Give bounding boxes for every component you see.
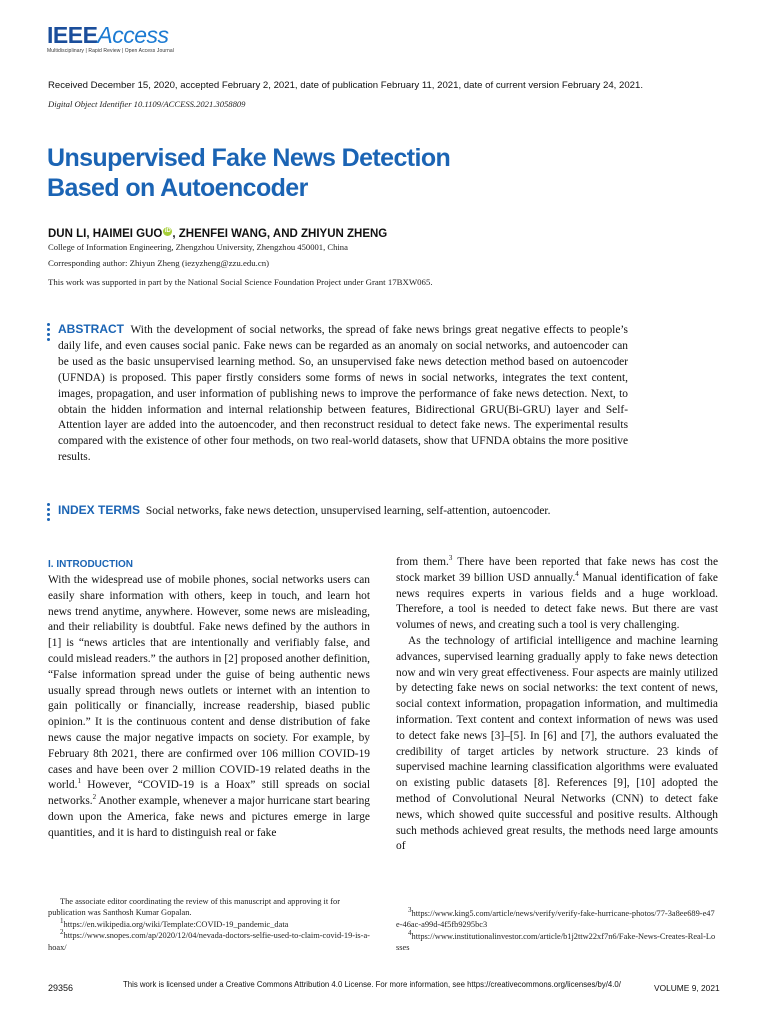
index-terms — [58, 503, 658, 517]
footnote-3-link[interactable]: https://www.king5.com/article/news/verify/verify-fake-hurricane-photos/77-3a8ee689-e47e-46ac-a99d-4f5fb9295bc3 — [396, 909, 715, 930]
footnote-ref-1[interactable]: 1 — [77, 777, 81, 786]
title-line-1: Unsupervised Fake News Detection — [47, 144, 451, 172]
intro-paragraph-1 — [48, 573, 370, 842]
body-right-column — [396, 555, 718, 855]
footnote-3 — [396, 908, 718, 931]
footnotes-right — [396, 908, 718, 954]
footnote-2-link[interactable]: https://www.snopes.com/ap/2020/12/04/nevada-doctors-selfie-used-to-claim-covid-19-is-a-hoax/ — [48, 931, 370, 952]
journal-logo — [47, 22, 174, 56]
funding-note: This work was supported in part by the National Social Science Foundation Project under Grant 17BXW065. — [48, 277, 433, 287]
index-terms-text: Social networks, fake news detection, unsupervised learning, self-attention, autoencoder. — [145, 505, 551, 517]
abstract-marker-icon — [47, 323, 51, 343]
footnote-2 — [48, 930, 370, 953]
intro-text-e: There have been reported that fake news has cost the stock market 39 billion USD annually. — [396, 556, 718, 584]
abstract-text: With the development of social networks, the spread of fake news brings great negative effects to people’s daily life, and even causes social panic. Fake news can be regarded as an anomaly on social networks, and autoencoder can be used as the basic unsupervised learning method. So, an unsupervised fake news detection method based on autoencoder (UFNDA) is proposed. This paper firstly considers some forms of news in social networks, integrates the text content, images, propagation, and user information of publishing news to improve the performance of fake news detection. Next, to obtain the hidden information and internal relationship between features, Bidirectional GRU(Bi-GRU) layer and Self-Attention layer are added into the autoencoder, and then reconstruct residual to detect fake news. The experimental results compared with the existence of other four methods, on two real-world datasets, show that UFNDA obtains the more positive results. — [58, 324, 628, 464]
logo-ieee: IEEE — [47, 22, 98, 48]
index-terms-marker-icon — [47, 503, 51, 523]
footnote-4-link[interactable]: https://www.institutionalinvestor.com/article/b1j2ttw22xf7n6/Fake-News-Creates-Real-Losses — [396, 931, 716, 953]
intro-text-c: Another example, whenever a major hurricane start bearing down upon the America, fake news and pictures emerge in large quantities, and it is hard to distinguish real or fake — [48, 795, 370, 839]
volume-label: VOLUME 9, 2021 — [654, 983, 720, 993]
author-list — [48, 227, 387, 240]
received-dates: Received December 15, 2020, accepted February 2, 2021, date of publication February 11, 2021, date of current version February 24, 2021. — [48, 80, 643, 91]
paper-title — [47, 143, 567, 203]
footnote-3-number: 3 — [408, 906, 412, 915]
intro-text-d: from them. — [396, 556, 449, 568]
intro-text-f: Manual identification of fake news requires experts in various fields and a huge workload. Therefore, a tool is needed to detect fake news. But there are vast volumes of news, and creating such a tool is very challenging. — [396, 571, 718, 632]
footnote-ref-3[interactable]: 3 — [448, 554, 453, 563]
footnote-4 — [396, 931, 718, 954]
editor-note: The associate editor coordinating the review of this manuscript and approving it for publication was Santhosh Kumar Gopalan. — [48, 897, 341, 918]
doi: Digital Object Identifier 10.1109/ACCESS.2021.3058809 — [48, 99, 246, 109]
section-heading: I. INTRODUCTION — [48, 559, 133, 570]
footnote-1 — [48, 919, 370, 930]
logo-tagline: Multidisciplinary | Rapid Review | Open Access Journal — [47, 48, 174, 54]
logo-access: Access — [97, 22, 169, 48]
footnote-ref-2[interactable]: 2 — [92, 793, 97, 802]
title-line-2: Based on Autoencoder — [47, 174, 308, 202]
footnote-2-number: 2 — [60, 928, 64, 937]
corresponding-author: Corresponding author: Zhiyun Zheng (iezyzheng@zzu.edu.cn) — [48, 258, 270, 268]
page-number: 29356 — [48, 983, 74, 993]
footnote-1-number: 1 — [60, 917, 64, 926]
abstract-label: ABSTRACT — [58, 322, 124, 336]
body-left-column — [48, 557, 370, 842]
authors-part-2: , ZHENFEI WANG, AND ZHIYUN ZHENG — [172, 227, 388, 240]
affiliation: College of Information Engineering, Zhengzhou University, Zhengzhou 450001, China — [48, 242, 348, 252]
license-note: This work is licensed under a Creative Commons Attribution 4.0 License. For more information, see https://creativecommons.org/licenses/by/4.0/ — [123, 980, 621, 989]
authors-part-1: DUN LI, HAIMEI GUO — [48, 227, 163, 240]
footnote-ref-4[interactable]: 4 — [575, 570, 579, 578]
index-terms-label: INDEX TERMS — [58, 503, 141, 517]
intro-text-a: With the widespread use of mobile phones, social networks users can easily share information with others, keep in touch, and learn hot news trend anytime, anywhere. However, some news are misleading, and their reliability is doubtful. Fake news defined by the authors in [1] is “news articles that are intentionally and verifiably false, and could mislead readers.” the authors in [2] proposed another definition, “False information spread under the guise of being authentic news usually spread through news outlets or internet with an intention to gain politically or financially, increase readership, biased public opinion.” It is the continuous content and dense distribution of fake news cause the major negative impacts on society. For example, by February 8th 2021, there are confirmed over 106 million COVID-19 cases and have been over 2 million COVID-19 related deaths in the world. — [48, 574, 370, 792]
intro-text-b: However, “COVID-19 is a Hoax” still spreads on social networks. — [48, 779, 370, 808]
footnote-1-link[interactable]: https://en.wikipedia.org/wiki/Template:COVID-19_pandemic_data — [63, 919, 289, 929]
footnotes-left — [48, 896, 370, 953]
orcid-icon[interactable]: iD — [164, 228, 171, 234]
abstract — [58, 322, 628, 466]
footnote-4-number: 4 — [408, 929, 412, 938]
intro-paragraph-1-cont — [396, 555, 718, 634]
intro-paragraph-2: As the technology of artificial intelligence and machine learning advances, supervised learning gradually apply to fake news detection now and win very great effectiveness. Four aspects are mainly utilized by detecting fake news on social networks: the text content of news, social context information, propagation information, and multimedia information. Text content and context information of news was used to detect fake news [3]–[5]. In [6] and [7], the authors evaluated the credibility of target articles by network structure. 23 kinds of supervised machine learning classification algorithms were evaluated on existing public datasets [8]. References [9], [10] adopted the method of Convolutional Neural Networks (CNN) to detect fake news, which showed quite successful and positive results. Although such methods achieved great results, the methods need large amounts of — [396, 634, 718, 853]
